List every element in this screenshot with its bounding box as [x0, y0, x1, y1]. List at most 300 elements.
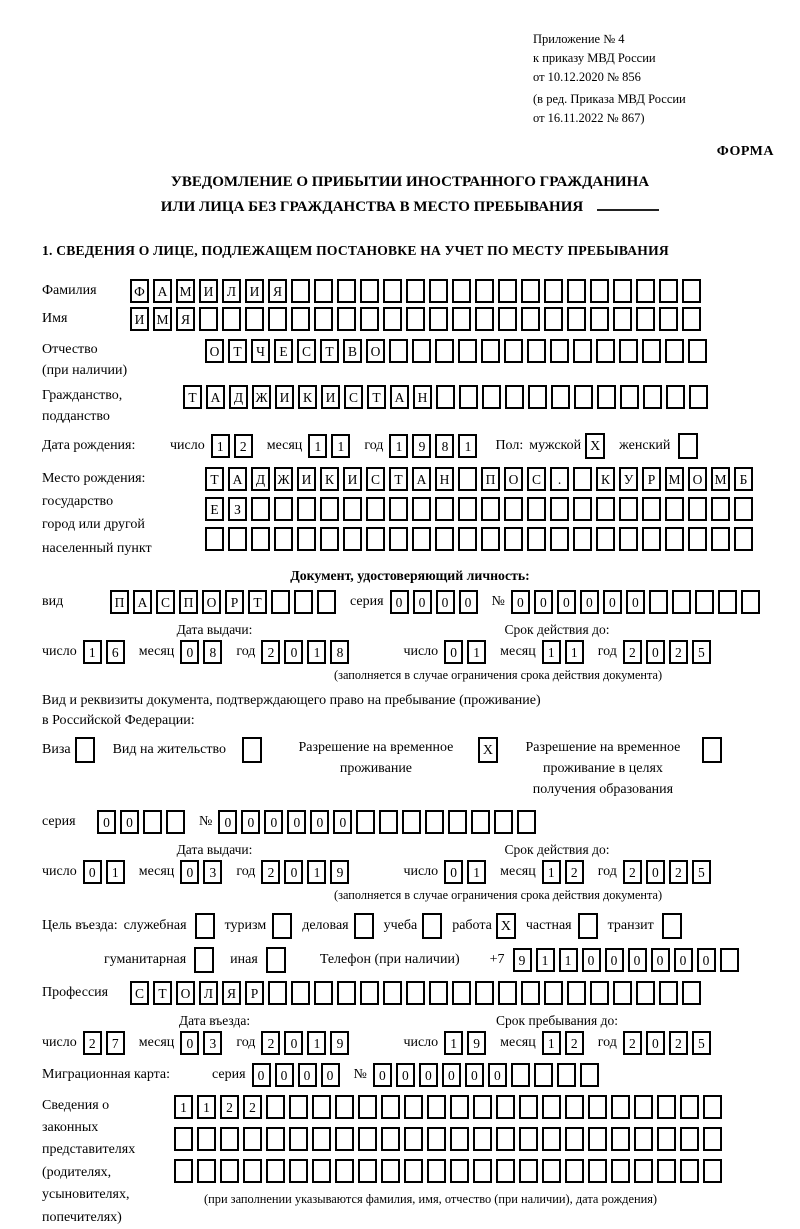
char-cell[interactable]	[519, 1159, 538, 1183]
char-cell[interactable]: 1	[444, 1031, 463, 1055]
char-cell[interactable]	[429, 307, 448, 331]
purpose-business-checkbox[interactable]	[354, 913, 374, 939]
char-cell[interactable]	[427, 1159, 446, 1183]
char-cell[interactable]	[544, 307, 563, 331]
char-cell[interactable]: У	[619, 467, 638, 491]
char-cell[interactable]	[429, 981, 448, 1005]
char-cell[interactable]: 0	[97, 810, 116, 834]
char-cell[interactable]	[166, 810, 185, 834]
char-cell[interactable]	[666, 385, 685, 409]
char-cell[interactable]	[504, 497, 523, 521]
char-cell[interactable]	[314, 307, 333, 331]
char-cell[interactable]	[297, 527, 316, 551]
char-cell[interactable]: З	[228, 497, 247, 521]
char-cell[interactable]	[402, 810, 421, 834]
char-cell[interactable]: 0	[605, 948, 624, 972]
char-cell[interactable]	[636, 279, 655, 303]
char-cell[interactable]	[435, 527, 454, 551]
char-cell[interactable]	[496, 1159, 515, 1183]
char-cell[interactable]: А	[390, 385, 409, 409]
char-cell[interactable]	[643, 385, 662, 409]
char-cell[interactable]	[718, 590, 737, 614]
char-cell[interactable]	[335, 1159, 354, 1183]
char-cell[interactable]	[542, 1095, 561, 1119]
char-cell[interactable]: О	[202, 590, 221, 614]
char-cell[interactable]: 1	[174, 1095, 193, 1119]
char-cell[interactable]	[649, 590, 668, 614]
char-cell[interactable]	[544, 981, 563, 1005]
char-cell[interactable]	[734, 497, 753, 521]
char-cell[interactable]: 0	[580, 590, 599, 614]
char-cell[interactable]: Т	[183, 385, 202, 409]
char-cell[interactable]	[505, 385, 524, 409]
char-cell[interactable]	[613, 279, 632, 303]
char-cell[interactable]: 0	[442, 1063, 461, 1087]
char-cell[interactable]: 2	[669, 860, 688, 884]
char-cell[interactable]	[657, 1159, 676, 1183]
char-cell[interactable]	[291, 307, 310, 331]
char-cell[interactable]: 2	[623, 1031, 642, 1055]
char-cell[interactable]	[659, 981, 678, 1005]
char-cell[interactable]	[519, 1127, 538, 1151]
char-cell[interactable]	[406, 307, 425, 331]
char-cell[interactable]: 0	[83, 860, 102, 884]
char-cell[interactable]: И	[199, 279, 218, 303]
char-cell[interactable]	[527, 497, 546, 521]
char-cell[interactable]	[294, 590, 313, 614]
char-cell[interactable]	[542, 1159, 561, 1183]
char-cell[interactable]	[450, 1095, 469, 1119]
char-cell[interactable]	[427, 1095, 446, 1119]
char-cell[interactable]: 0	[284, 640, 303, 664]
char-cell[interactable]	[337, 981, 356, 1005]
char-cell[interactable]: 0	[264, 810, 283, 834]
char-cell[interactable]: Р	[642, 467, 661, 491]
char-cell[interactable]	[271, 590, 290, 614]
char-cell[interactable]	[682, 981, 701, 1005]
char-cell[interactable]	[289, 1127, 308, 1151]
char-cell[interactable]: Н	[413, 385, 432, 409]
char-cell[interactable]: Я	[222, 981, 241, 1005]
char-cell[interactable]: П	[110, 590, 129, 614]
char-cell[interactable]	[521, 279, 540, 303]
char-cell[interactable]: 1	[211, 434, 230, 458]
char-cell[interactable]	[317, 590, 336, 614]
char-cell[interactable]	[412, 527, 431, 551]
char-cell[interactable]: 0	[651, 948, 670, 972]
char-cell[interactable]: 9	[330, 860, 349, 884]
char-cell[interactable]	[343, 527, 362, 551]
char-cell[interactable]	[590, 981, 609, 1005]
char-cell[interactable]	[404, 1095, 423, 1119]
char-cell[interactable]: 0	[180, 860, 199, 884]
char-cell[interactable]	[475, 279, 494, 303]
char-cell[interactable]	[481, 497, 500, 521]
char-cell[interactable]: 2	[565, 860, 584, 884]
char-cell[interactable]	[494, 810, 513, 834]
char-cell[interactable]: 1	[559, 948, 578, 972]
char-cell[interactable]: С	[156, 590, 175, 614]
char-cell[interactable]: Т	[228, 339, 247, 363]
char-cell[interactable]	[504, 339, 523, 363]
char-cell[interactable]: 0	[284, 1031, 303, 1055]
char-cell[interactable]: Ж	[274, 467, 293, 491]
char-cell[interactable]: 1	[542, 1031, 561, 1055]
char-cell[interactable]	[550, 497, 569, 521]
char-cell[interactable]: 0	[557, 590, 576, 614]
char-cell[interactable]: Т	[389, 467, 408, 491]
char-cell[interactable]: 2	[669, 1031, 688, 1055]
char-cell[interactable]: 1	[565, 640, 584, 664]
char-cell[interactable]: 0	[646, 860, 665, 884]
char-cell[interactable]	[573, 527, 592, 551]
char-cell[interactable]	[452, 279, 471, 303]
char-cell[interactable]	[320, 497, 339, 521]
char-cell[interactable]	[574, 385, 593, 409]
char-cell[interactable]	[597, 385, 616, 409]
char-cell[interactable]: 0	[646, 640, 665, 664]
char-cell[interactable]: П	[179, 590, 198, 614]
char-cell[interactable]: 0	[603, 590, 622, 614]
char-cell[interactable]	[291, 981, 310, 1005]
char-cell[interactable]	[665, 497, 684, 521]
char-cell[interactable]	[471, 810, 490, 834]
char-cell[interactable]	[565, 1159, 584, 1183]
char-cell[interactable]: .	[550, 467, 569, 491]
char-cell[interactable]	[688, 527, 707, 551]
char-cell[interactable]	[659, 279, 678, 303]
char-cell[interactable]	[734, 527, 753, 551]
char-cell[interactable]: 2	[623, 640, 642, 664]
char-cell[interactable]	[383, 307, 402, 331]
char-cell[interactable]: И	[297, 467, 316, 491]
char-cell[interactable]	[567, 307, 586, 331]
char-cell[interactable]	[613, 307, 632, 331]
char-cell[interactable]: 5	[692, 860, 711, 884]
char-cell[interactable]	[312, 1127, 331, 1151]
char-cell[interactable]: 2	[243, 1095, 262, 1119]
char-cell[interactable]: К	[298, 385, 317, 409]
char-cell[interactable]	[450, 1159, 469, 1183]
char-cell[interactable]: 0	[287, 810, 306, 834]
char-cell[interactable]: В	[343, 339, 362, 363]
char-cell[interactable]	[619, 527, 638, 551]
char-cell[interactable]	[343, 497, 362, 521]
char-cell[interactable]: 1	[331, 434, 350, 458]
char-cell[interactable]	[473, 1127, 492, 1151]
char-cell[interactable]: 1	[542, 640, 561, 664]
char-cell[interactable]: 0	[298, 1063, 317, 1087]
char-cell[interactable]	[580, 1063, 599, 1087]
char-cell[interactable]	[459, 385, 478, 409]
char-cell[interactable]: Т	[153, 981, 172, 1005]
char-cell[interactable]: О	[205, 339, 224, 363]
char-cell[interactable]	[642, 339, 661, 363]
temp-residence-checkbox[interactable]: X	[478, 737, 498, 763]
char-cell[interactable]: 0	[646, 1031, 665, 1055]
char-cell[interactable]: 0	[180, 640, 199, 664]
char-cell[interactable]	[527, 339, 546, 363]
char-cell[interactable]: Б	[734, 467, 753, 491]
char-cell[interactable]	[596, 527, 615, 551]
char-cell[interactable]: 0	[180, 1031, 199, 1055]
char-cell[interactable]	[504, 527, 523, 551]
char-cell[interactable]	[498, 279, 517, 303]
char-cell[interactable]	[544, 279, 563, 303]
char-cell[interactable]: 1	[307, 1031, 326, 1055]
char-cell[interactable]	[458, 467, 477, 491]
char-cell[interactable]	[406, 279, 425, 303]
char-cell[interactable]: 1	[106, 860, 125, 884]
char-cell[interactable]: Ж	[252, 385, 271, 409]
char-cell[interactable]	[448, 810, 467, 834]
char-cell[interactable]: 0	[628, 948, 647, 972]
char-cell[interactable]: 0	[413, 590, 432, 614]
char-cell[interactable]	[314, 279, 333, 303]
char-cell[interactable]	[312, 1095, 331, 1119]
char-cell[interactable]	[521, 307, 540, 331]
char-cell[interactable]	[498, 307, 517, 331]
char-cell[interactable]: Ф	[130, 279, 149, 303]
char-cell[interactable]: Е	[205, 497, 224, 521]
char-cell[interactable]	[289, 1095, 308, 1119]
purpose-other-checkbox[interactable]	[266, 947, 286, 973]
char-cell[interactable]: 0	[488, 1063, 507, 1087]
char-cell[interactable]	[550, 527, 569, 551]
char-cell[interactable]	[199, 307, 218, 331]
char-cell[interactable]	[688, 339, 707, 363]
char-cell[interactable]	[498, 981, 517, 1005]
char-cell[interactable]	[590, 279, 609, 303]
char-cell[interactable]	[534, 1063, 553, 1087]
char-cell[interactable]	[542, 1127, 561, 1151]
char-cell[interactable]: 0	[511, 590, 530, 614]
char-cell[interactable]: 8	[435, 434, 454, 458]
char-cell[interactable]	[366, 497, 385, 521]
char-cell[interactable]: 2	[83, 1031, 102, 1055]
char-cell[interactable]	[429, 279, 448, 303]
char-cell[interactable]: 1	[308, 434, 327, 458]
char-cell[interactable]	[356, 810, 375, 834]
char-cell[interactable]	[596, 497, 615, 521]
char-cell[interactable]	[406, 981, 425, 1005]
char-cell[interactable]	[741, 590, 760, 614]
char-cell[interactable]	[251, 527, 270, 551]
char-cell[interactable]: Л	[222, 279, 241, 303]
char-cell[interactable]	[611, 1095, 630, 1119]
char-cell[interactable]: А	[412, 467, 431, 491]
char-cell[interactable]	[588, 1127, 607, 1151]
char-cell[interactable]: 9	[412, 434, 431, 458]
char-cell[interactable]: 1	[467, 640, 486, 664]
char-cell[interactable]: Р	[225, 590, 244, 614]
char-cell[interactable]: Т	[205, 467, 224, 491]
char-cell[interactable]	[620, 385, 639, 409]
char-cell[interactable]	[634, 1127, 653, 1151]
char-cell[interactable]: А	[228, 467, 247, 491]
char-cell[interactable]: 0	[419, 1063, 438, 1087]
purpose-private-checkbox[interactable]	[578, 913, 598, 939]
char-cell[interactable]	[557, 1063, 576, 1087]
char-cell[interactable]: 9	[513, 948, 532, 972]
sex-male-checkbox[interactable]: X	[585, 433, 605, 459]
char-cell[interactable]: 0	[390, 590, 409, 614]
char-cell[interactable]	[337, 279, 356, 303]
char-cell[interactable]: М	[153, 307, 172, 331]
char-cell[interactable]	[496, 1127, 515, 1151]
char-cell[interactable]: К	[320, 467, 339, 491]
char-cell[interactable]	[358, 1159, 377, 1183]
char-cell[interactable]: 0	[310, 810, 329, 834]
char-cell[interactable]: 0	[120, 810, 139, 834]
char-cell[interactable]: О	[688, 467, 707, 491]
char-cell[interactable]: 1	[307, 640, 326, 664]
char-cell[interactable]: С	[527, 467, 546, 491]
char-cell[interactable]	[435, 497, 454, 521]
char-cell[interactable]: А	[206, 385, 225, 409]
char-cell[interactable]: 0	[218, 810, 237, 834]
char-cell[interactable]	[174, 1159, 193, 1183]
char-cell[interactable]	[473, 1095, 492, 1119]
char-cell[interactable]	[389, 339, 408, 363]
char-cell[interactable]	[266, 1159, 285, 1183]
char-cell[interactable]	[289, 1159, 308, 1183]
char-cell[interactable]: Д	[229, 385, 248, 409]
char-cell[interactable]	[458, 527, 477, 551]
char-cell[interactable]	[527, 527, 546, 551]
char-cell[interactable]	[642, 527, 661, 551]
char-cell[interactable]	[521, 981, 540, 1005]
char-cell[interactable]: О	[504, 467, 523, 491]
char-cell[interactable]	[496, 1095, 515, 1119]
char-cell[interactable]	[634, 1159, 653, 1183]
char-cell[interactable]	[360, 279, 379, 303]
char-cell[interactable]: 0	[275, 1063, 294, 1087]
char-cell[interactable]	[320, 527, 339, 551]
char-cell[interactable]	[720, 948, 739, 972]
char-cell[interactable]	[268, 981, 287, 1005]
char-cell[interactable]: 9	[467, 1031, 486, 1055]
char-cell[interactable]: 2	[261, 1031, 280, 1055]
char-cell[interactable]: 0	[697, 948, 716, 972]
char-cell[interactable]	[458, 497, 477, 521]
purpose-transit-checkbox[interactable]	[662, 913, 682, 939]
char-cell[interactable]: 0	[373, 1063, 392, 1087]
char-cell[interactable]: А	[153, 279, 172, 303]
char-cell[interactable]: Я	[268, 279, 287, 303]
char-cell[interactable]: 2	[261, 860, 280, 884]
char-cell[interactable]: 0	[444, 860, 463, 884]
char-cell[interactable]: 9	[330, 1031, 349, 1055]
char-cell[interactable]	[266, 1095, 285, 1119]
char-cell[interactable]: 0	[582, 948, 601, 972]
char-cell[interactable]	[220, 1159, 239, 1183]
char-cell[interactable]	[567, 981, 586, 1005]
char-cell[interactable]: М	[176, 279, 195, 303]
char-cell[interactable]	[243, 1127, 262, 1151]
char-cell[interactable]: Ч	[251, 339, 270, 363]
char-cell[interactable]: 1	[197, 1095, 216, 1119]
char-cell[interactable]: 1	[389, 434, 408, 458]
char-cell[interactable]: 2	[220, 1095, 239, 1119]
char-cell[interactable]: К	[596, 467, 615, 491]
char-cell[interactable]	[688, 497, 707, 521]
purpose-study-checkbox[interactable]	[422, 913, 442, 939]
char-cell[interactable]	[636, 981, 655, 1005]
char-cell[interactable]	[588, 1159, 607, 1183]
residence-permit-checkbox[interactable]	[242, 737, 262, 763]
purpose-humanitarian-checkbox[interactable]	[194, 947, 214, 973]
char-cell[interactable]: 2	[261, 640, 280, 664]
char-cell[interactable]: Е	[274, 339, 293, 363]
char-cell[interactable]: 8	[330, 640, 349, 664]
char-cell[interactable]	[573, 467, 592, 491]
char-cell[interactable]	[711, 527, 730, 551]
char-cell[interactable]	[266, 1127, 285, 1151]
char-cell[interactable]	[680, 1127, 699, 1151]
char-cell[interactable]	[436, 385, 455, 409]
char-cell[interactable]	[636, 307, 655, 331]
char-cell[interactable]	[473, 1159, 492, 1183]
char-cell[interactable]	[596, 339, 615, 363]
char-cell[interactable]	[389, 527, 408, 551]
char-cell[interactable]: 8	[203, 640, 222, 664]
char-cell[interactable]	[174, 1127, 193, 1151]
char-cell[interactable]: 0	[626, 590, 645, 614]
char-cell[interactable]	[519, 1095, 538, 1119]
char-cell[interactable]	[366, 527, 385, 551]
char-cell[interactable]: 0	[674, 948, 693, 972]
char-cell[interactable]	[703, 1127, 722, 1151]
char-cell[interactable]	[379, 810, 398, 834]
char-cell[interactable]: 0	[241, 810, 260, 834]
char-cell[interactable]	[682, 279, 701, 303]
char-cell[interactable]	[659, 307, 678, 331]
char-cell[interactable]: М	[711, 467, 730, 491]
char-cell[interactable]: 0	[436, 590, 455, 614]
visa-checkbox[interactable]	[75, 737, 95, 763]
char-cell[interactable]	[475, 981, 494, 1005]
char-cell[interactable]	[482, 385, 501, 409]
char-cell[interactable]	[243, 1159, 262, 1183]
char-cell[interactable]	[657, 1127, 676, 1151]
char-cell[interactable]: 0	[252, 1063, 271, 1087]
char-cell[interactable]	[312, 1159, 331, 1183]
char-cell[interactable]	[551, 385, 570, 409]
char-cell[interactable]: 1	[467, 860, 486, 884]
char-cell[interactable]	[452, 981, 471, 1005]
char-cell[interactable]	[381, 1159, 400, 1183]
char-cell[interactable]	[381, 1095, 400, 1119]
char-cell[interactable]	[619, 339, 638, 363]
char-cell[interactable]: 2	[234, 434, 253, 458]
char-cell[interactable]	[412, 339, 431, 363]
char-cell[interactable]	[197, 1159, 216, 1183]
char-cell[interactable]: И	[245, 279, 264, 303]
char-cell[interactable]	[657, 1095, 676, 1119]
char-cell[interactable]	[711, 497, 730, 521]
char-cell[interactable]	[573, 339, 592, 363]
char-cell[interactable]: И	[275, 385, 294, 409]
char-cell[interactable]: 3	[203, 860, 222, 884]
char-cell[interactable]: 1	[542, 860, 561, 884]
char-cell[interactable]: М	[665, 467, 684, 491]
char-cell[interactable]: Т	[248, 590, 267, 614]
char-cell[interactable]: О	[366, 339, 385, 363]
char-cell[interactable]	[682, 307, 701, 331]
char-cell[interactable]	[314, 981, 333, 1005]
char-cell[interactable]: Т	[367, 385, 386, 409]
